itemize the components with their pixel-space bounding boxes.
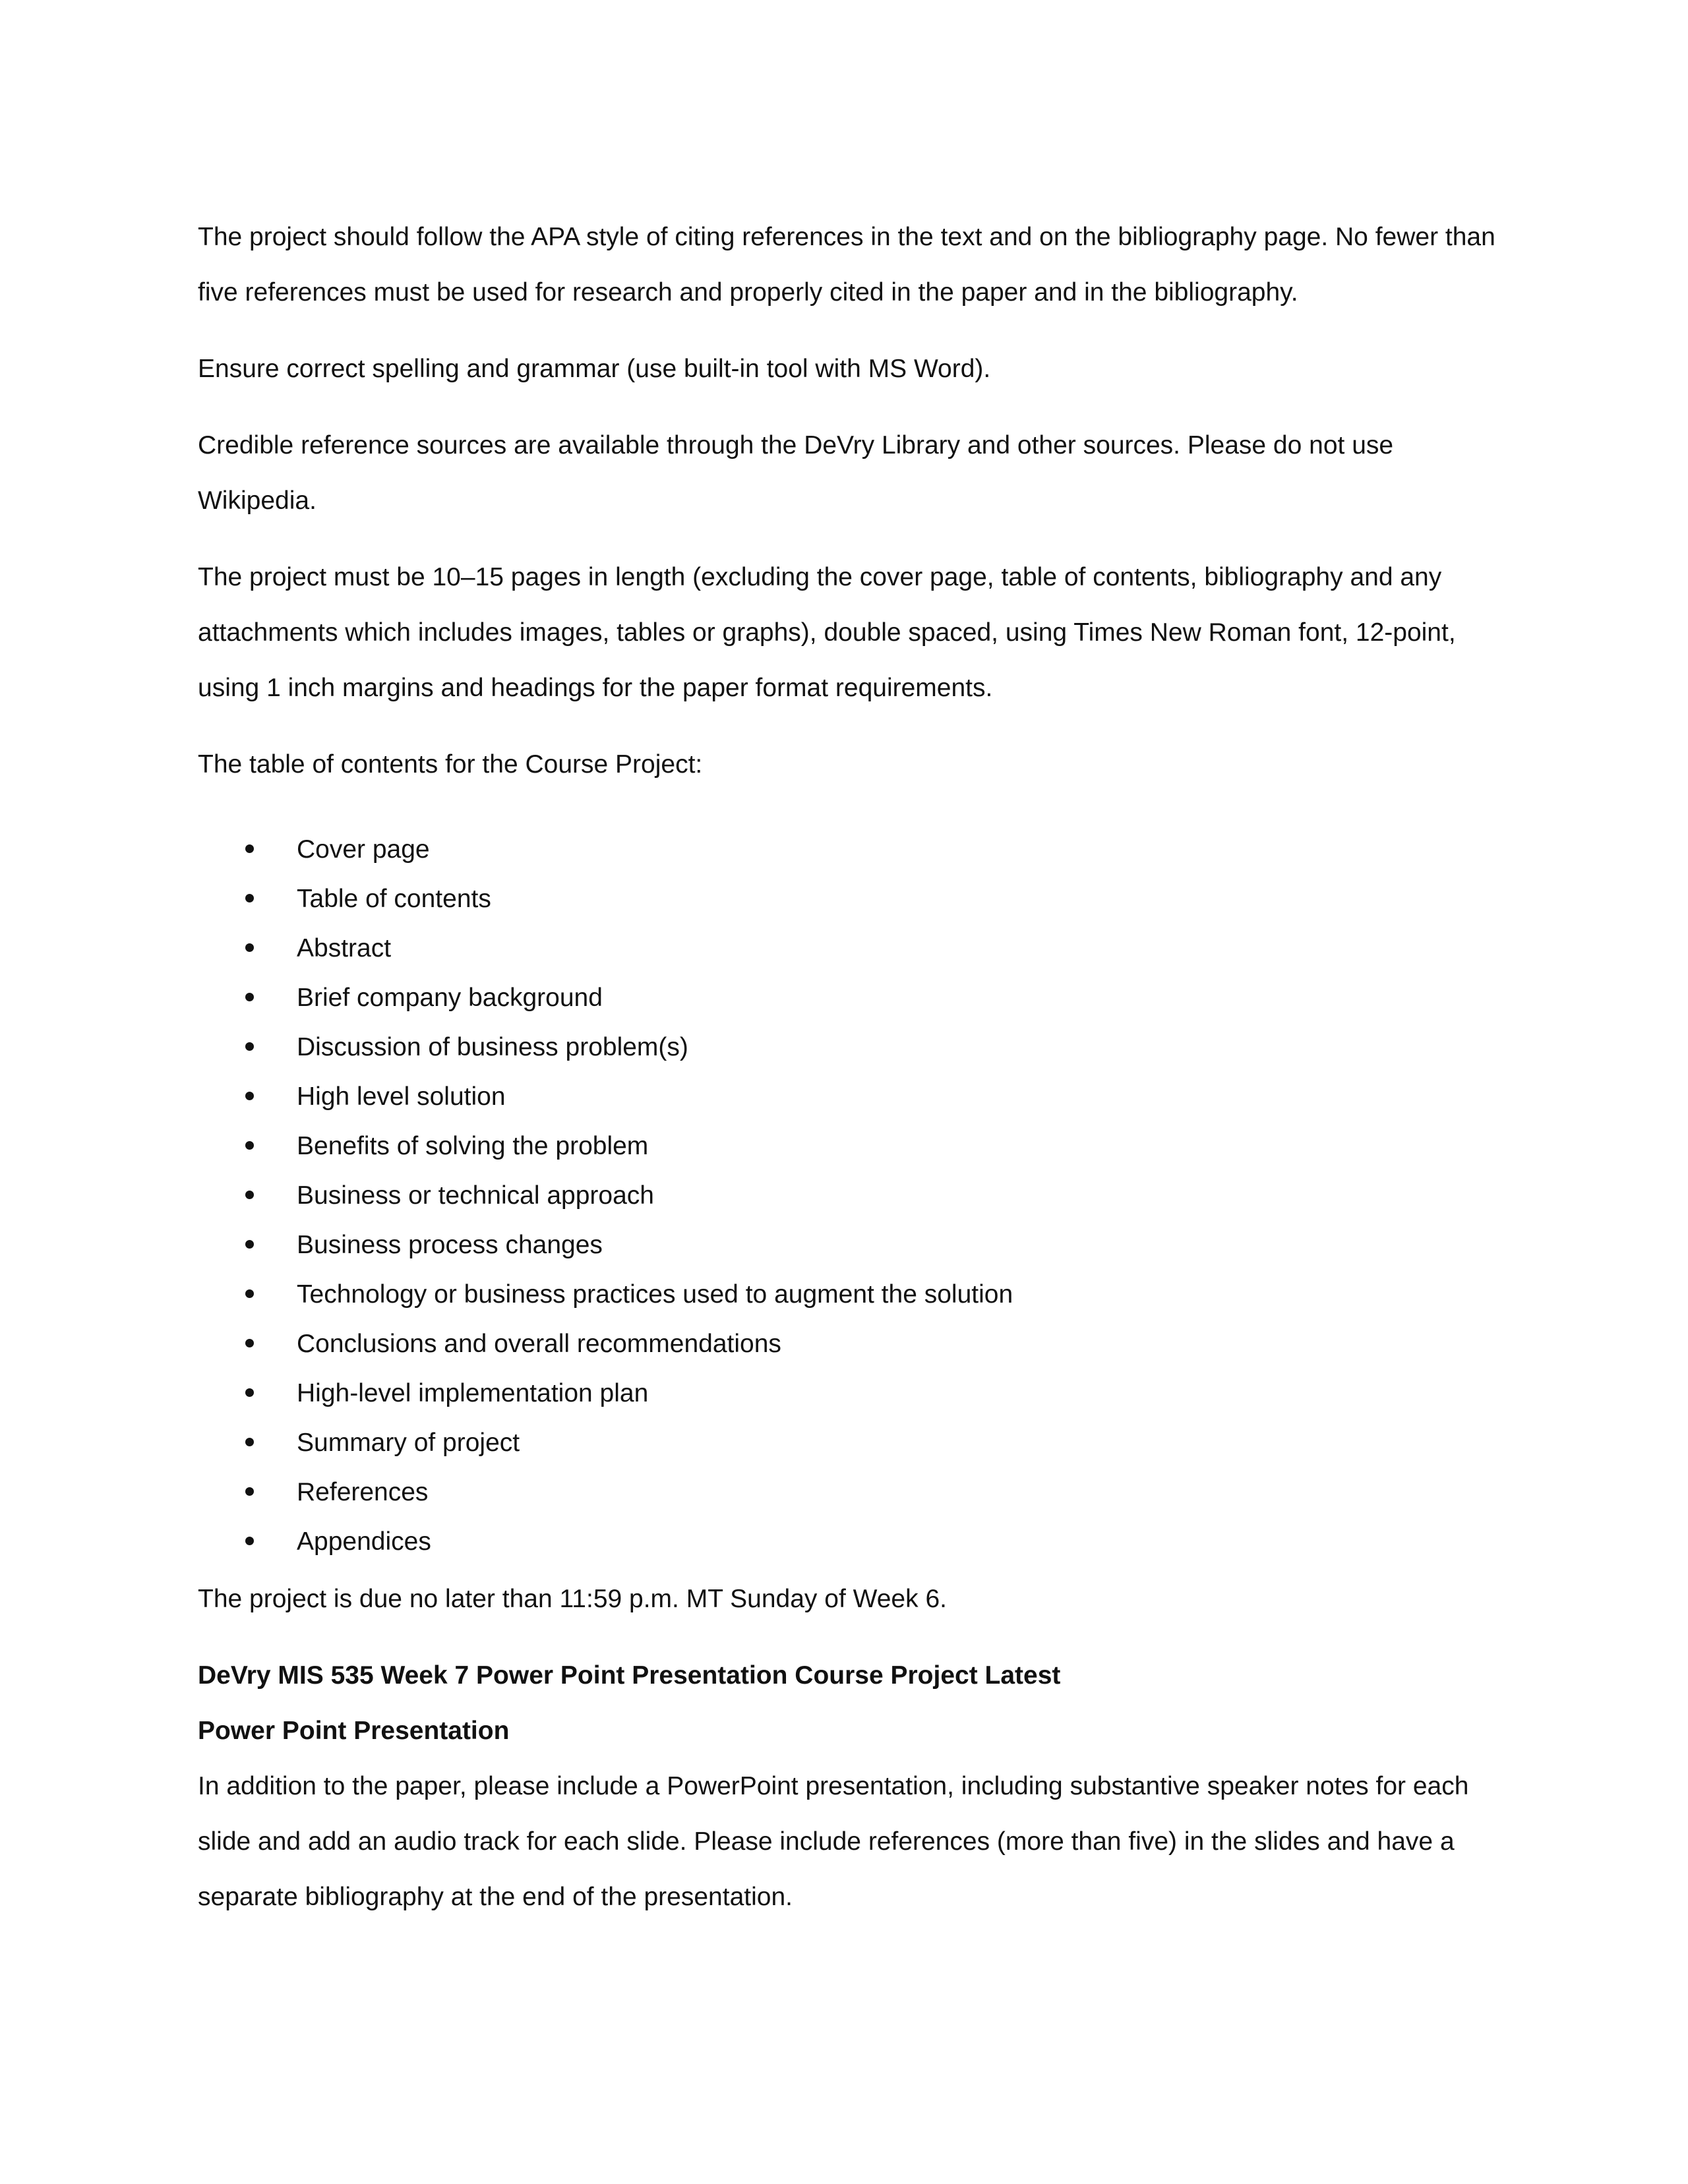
list-item (198, 1467, 1503, 1517)
spelling-grammar-paragraph: Ensure correct spelling and grammar (use built-in tool with MS Word). (198, 355, 991, 383)
bullet-icon (245, 1220, 255, 1270)
toc-list (198, 825, 1503, 1566)
bullet-icon (245, 1270, 255, 1319)
length-requirements-paragraph: The project must be 10–15 pages in length (excluding the cover page, table of contents, bibliography and any attachments which includes images, tables or graphs), double spaced, using Times New Roman font, 12-point, using 1 inch margins and headings for the paper format requirements. (198, 563, 1456, 702)
list-item (198, 1270, 1503, 1319)
list-item-label: Appendices (297, 1527, 431, 1556)
list-item (198, 1171, 1503, 1220)
bullet-icon (245, 1467, 255, 1517)
list-item-label: Cover page (297, 835, 430, 864)
bullet-icon (245, 1418, 255, 1467)
bullet-icon (245, 825, 255, 874)
list-item-label: Brief company background (297, 984, 603, 1012)
list-item (198, 1319, 1503, 1369)
toc-intro-paragraph: The table of contents for the Course Project: (198, 750, 703, 779)
list-item-label: High level solution (297, 1082, 506, 1111)
section-heading: DeVry MIS 535 Week 7 Power Point Presentation Course Project Latest (198, 1661, 1061, 1690)
bullet-icon (245, 1022, 255, 1072)
document-body (198, 210, 1503, 1925)
bullet-icon (245, 1171, 255, 1220)
apa-citation-paragraph: The project should follow the APA style of citing references in the text and on the bibliography page. No fewer than five references must be used for research and properly cited in the paper and in the bibliography. (198, 223, 1495, 307)
list-item-label: Benefits of solving the problem (297, 1132, 649, 1160)
list-item-label: Summary of project (297, 1429, 520, 1457)
list-item-label: Technology or business practices used to augment the solution (297, 1280, 1013, 1309)
presentation-paragraph: In addition to the paper, please include a PowerPoint presentation, including substantive speaker notes for each slide and add an audio track for each slide. Please include references (more than five) in the slides and have a separate bibliography at the end of the presentation. (198, 1772, 1469, 1911)
list-item-label: Business or technical approach (297, 1181, 654, 1210)
list-item (198, 1022, 1503, 1072)
list-item (198, 1121, 1503, 1171)
list-item (198, 1220, 1503, 1270)
bullet-icon (245, 1319, 255, 1369)
bullet-icon (245, 1517, 255, 1566)
list-item (198, 825, 1503, 874)
list-item (198, 924, 1503, 973)
bullet-icon (245, 1121, 255, 1171)
bullet-icon (245, 1072, 255, 1121)
list-item (198, 1517, 1503, 1566)
list-item-label: Conclusions and overall recommendations (297, 1330, 781, 1358)
bullet-icon (245, 1369, 255, 1418)
list-item-label: Business process changes (297, 1231, 603, 1259)
list-item-label: References (297, 1478, 429, 1506)
list-item (198, 1418, 1503, 1467)
list-item (198, 1369, 1503, 1418)
list-item-label: High-level implementation plan (297, 1379, 649, 1407)
reference-sources-paragraph: Credible reference sources are available through the DeVry Library and other sources. Please do not use Wikipedia. (198, 431, 1394, 515)
list-item-label: Abstract (297, 934, 392, 962)
bullet-icon (245, 874, 255, 924)
list-item (198, 874, 1503, 924)
list-item (198, 973, 1503, 1022)
list-item-label: Discussion of business problem(s) (297, 1033, 688, 1061)
due-date-paragraph: The project is due no later than 11:59 p.m. MT Sunday of Week 6. (198, 1585, 947, 1613)
bullet-icon (245, 924, 255, 973)
bullet-icon (245, 973, 255, 1022)
list-item-label: Table of contents (297, 885, 491, 913)
list-item (198, 1072, 1503, 1121)
section-subheading: Power Point Presentation (198, 1717, 510, 1745)
